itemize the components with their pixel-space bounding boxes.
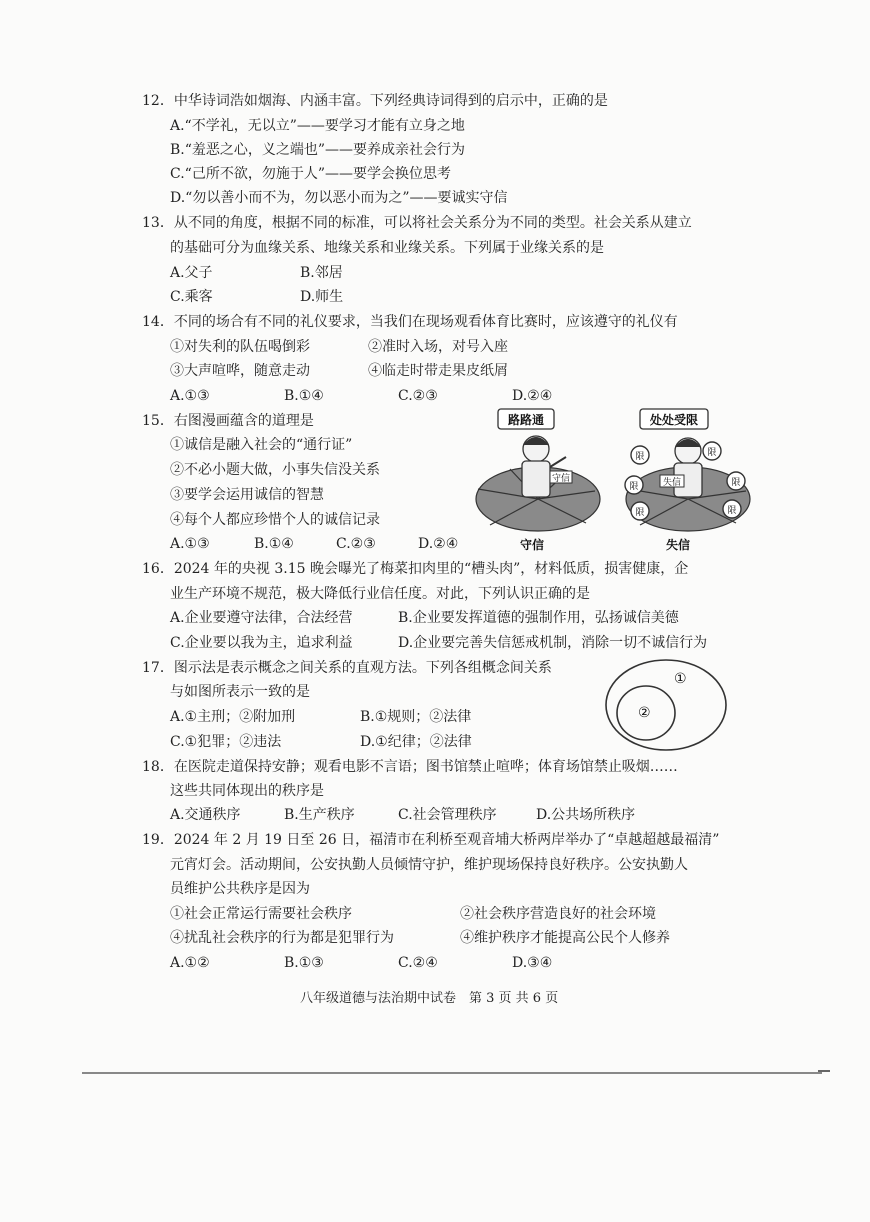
q14-option-b: B.①④ [284, 388, 324, 404]
q16-option-b: B.企业要发挥道德的强制作用，弘扬诚信美德 [398, 610, 679, 626]
q14-item-4: ④临走时带走果皮纸屑 [368, 363, 508, 379]
q18-option-b: B.生产秩序 [284, 807, 355, 823]
restrict-sign-4: 限 [707, 448, 717, 458]
q18-option-c: C.社会管理秩序 [398, 807, 497, 823]
restrict-sign-1: 限 [635, 452, 645, 462]
q13-stem-line2: 的基础可分为血缘关系、地缘关系和业缘关系。下列属于业缘关系的是 [170, 240, 604, 256]
restrict-sign-3: 限 [635, 508, 645, 518]
restrict-sign-6: 限 [727, 506, 737, 516]
restrict-sign-5: 限 [731, 478, 741, 488]
q18-stem-line2: 这些共同体现出的秩序是 [170, 783, 324, 799]
q15-item-2: ②不必小题大做，小事失信没关系 [170, 462, 380, 478]
q12-stem: 12．中华诗词浩如烟海、内涵丰富。下列经典诗词得到的启示中，正确的是 [142, 93, 608, 109]
q15-item-4: ④每个人都应珍惜个人的诚信记录 [170, 512, 380, 528]
q15-item-1: ①诚信是融入社会的“通行证” [170, 437, 353, 453]
q14-item-2: ②准时入场，对号入座 [368, 339, 508, 355]
distrust-panel [625, 409, 750, 531]
outer-circle-label: ① [674, 671, 687, 687]
q19-stem-line2: 元宵灯会。活动期间，公安执勤人员倾情守护，维护现场保持良好秩序。公安执勤人 [170, 857, 688, 873]
q13-option-a: A.父子 [170, 265, 213, 281]
q13-option-b: B.邻居 [300, 265, 343, 281]
trust-caption: 守信 [519, 538, 545, 552]
q12-option-a: A.“不学礼，无以立”——要学习才能有立身之地 [170, 118, 465, 134]
q17-stem-line1: 17．图示法是表示概念之间关系的直观方法。下列各组概念间关系 [142, 660, 552, 676]
q14-option-a: A.①③ [170, 388, 210, 404]
trust-badge-text: 守信 [551, 474, 571, 484]
inner-circle-label: ② [638, 705, 651, 721]
q18-option-d: D.公共场所秩序 [536, 807, 636, 823]
q15-item-3: ③要学会运用诚信的智慧 [170, 487, 324, 503]
q15-option-b: B.①④ [254, 536, 294, 552]
q13-option-c: C.乘客 [170, 289, 213, 305]
scan-edge-mark [818, 1070, 830, 1072]
q19-option-c: C.②④ [398, 955, 438, 971]
q16-option-d: D.企业要完善失信惩戒机制，消除一切不诚信行为 [398, 635, 708, 651]
page-footer: 八年级道德与法治期中试卷 第 3 页 共 6 页 [300, 991, 559, 1006]
q14-stem: 14．不同的场合有不同的礼仪要求，当我们在现场观看体育比赛时，应该遵守的礼仪有 [142, 314, 678, 330]
distrust-badge-text: 失信 [662, 478, 682, 488]
trust-bubble-text: 路路通 [507, 413, 545, 427]
q19-item-4: ④维护秩序才能提高公民个人修养 [460, 930, 670, 946]
q14-option-c: C.②③ [398, 388, 438, 404]
q14-option-d: D.②④ [512, 388, 553, 404]
q16-stem-line1: 16．2024 年的央视 3.15 晚会曝光了梅菜扣肉里的“槽头肉”，材料低质，损害健康，企 [142, 561, 689, 577]
q14-item-3: ③大声喧哗，随意走动 [170, 363, 310, 379]
q18-option-a: A.交通秩序 [170, 807, 241, 823]
q17-option-a: A.①主刑；②附加刑 [170, 709, 296, 725]
q17-stem-line2: 与如图所表示一致的是 [170, 684, 310, 700]
q19-item-1: ①社会正常运行需要社会秩序 [170, 906, 352, 922]
restrict-sign-2: 限 [629, 482, 639, 492]
q19-option-b: B.①③ [284, 955, 324, 971]
q15-cartoon [470, 405, 760, 555]
q13-stem-line1: 13．从不同的角度，根据不同的标准，可以将社会关系分为不同的类型。社会关系从建立 [142, 215, 692, 231]
q15-stem: 15．右图漫画蕴含的道理是 [142, 413, 314, 429]
trust-panel [476, 409, 600, 531]
q12-option-c: C.“己所不欲，勿施于人”——要学会换位思考 [170, 166, 451, 182]
distrust-bubble-text: 处处受限 [649, 413, 699, 427]
q19-option-d: D.③④ [512, 955, 553, 971]
q16-option-c: C.企业要以我为主，追求利益 [170, 635, 353, 651]
q15-option-c: C.②③ [336, 536, 376, 552]
q12-option-d: D.“勿以善小而不为，勿以恶小而为之”——要诚实守信 [170, 190, 508, 206]
outer-circle [606, 660, 726, 750]
q12-option-b: B.“羞恶之心，义之端也”——要养成亲社会行为 [170, 142, 466, 158]
q15-option-a: A.①③ [170, 536, 210, 552]
q16-option-a: A.企业要遵守法律，合法经营 [170, 610, 353, 626]
q19-option-a: A.①② [170, 955, 210, 971]
scan-edge-line [82, 1072, 822, 1074]
q17-venn-diagram [602, 655, 732, 755]
distrust-caption: 失信 [665, 538, 691, 552]
q17-option-c: C.①犯罪；②违法 [170, 734, 282, 750]
q17-option-d: D.①纪律；②法律 [360, 734, 472, 750]
q19-item-2: ②社会秩序营造良好的社会环境 [460, 906, 656, 922]
q17-option-b: B.①规则；②法律 [360, 709, 472, 725]
q16-stem-line2: 业生产环境不规范，极大降低行业信任度。对此，下列认识正确的是 [170, 586, 590, 602]
q13-option-d: D.师生 [300, 289, 344, 305]
q15-option-d: D.②④ [418, 536, 459, 552]
q14-item-1: ①对失利的队伍喝倒彩 [170, 339, 310, 355]
q18-stem-line1: 18．在医院走道保持安静；观看电影不言语；图书馆禁止喧哗；体育场馆禁止吸烟…… [142, 759, 678, 775]
q19-stem-line3: 员维护公共秩序是因为 [170, 881, 310, 897]
q19-stem-line1: 19．2024 年 2 月 19 日至 26 日，福清市在利桥至观音埔大桥两岸举办了“卓越超越最福清” [142, 832, 720, 848]
q19-item-3: ④扰乱社会秩序的行为都是犯罪行为 [170, 930, 394, 946]
